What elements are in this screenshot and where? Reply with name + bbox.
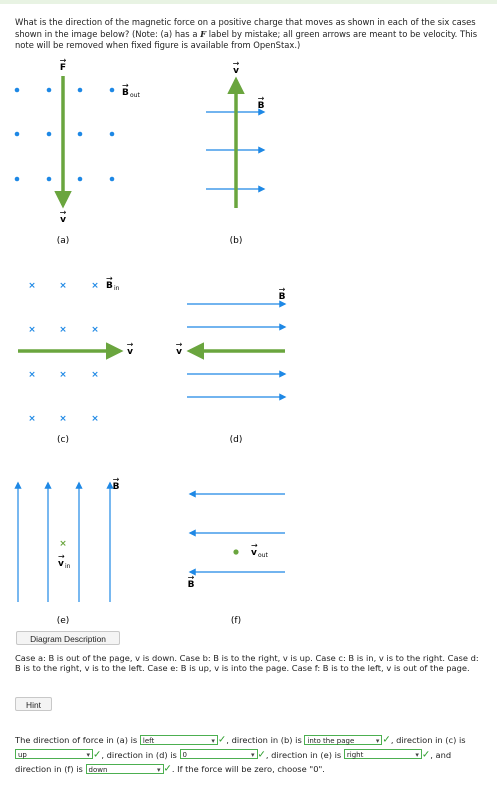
select-force-f[interactable]: down ▾ [86, 764, 164, 774]
svg-text:×: × [59, 281, 67, 291]
chevron-down-icon: ▾ [156, 765, 161, 774]
svg-text:→: → [126, 340, 134, 349]
panel-d [176, 285, 286, 445]
b-label-c: B [106, 281, 113, 291]
panel-b [206, 59, 265, 246]
select-force-a[interactable]: left ▾ [140, 735, 218, 745]
chevron-down-icon: ▾ [251, 751, 255, 759]
svg-text:×: × [28, 370, 36, 380]
velocity-label-a: v [60, 215, 66, 225]
svg-text:×: × [28, 281, 36, 291]
svg-text:×: × [28, 325, 36, 335]
panel-label-b: (b) [229, 236, 243, 246]
velocity-out-dot [233, 549, 238, 554]
chevron-down-icon: ▾ [415, 751, 419, 759]
panel-label-d: (d) [229, 435, 243, 445]
velocity-label-e: v [58, 559, 64, 569]
panel-label-c: (c) [57, 435, 69, 445]
svg-text:→: → [58, 552, 65, 561]
velocity-label-c: v [127, 347, 133, 357]
svg-text:→: → [232, 59, 240, 68]
svg-text:×: × [91, 281, 99, 291]
velocity-label-b: v [233, 66, 239, 76]
panel-e [18, 475, 120, 626]
select-force-d[interactable]: 0 ▾ [180, 749, 258, 759]
force-symbol: F [200, 28, 207, 39]
check-icon: ✓ [257, 749, 266, 760]
svg-text:→: → [106, 274, 113, 283]
svg-text:×: × [59, 370, 67, 380]
b-label-b: B [257, 101, 265, 111]
select-force-e[interactable]: right ▾ [344, 749, 422, 759]
svg-text:×: × [59, 325, 67, 335]
b-label-a: B [122, 88, 129, 98]
b-label-e: B [112, 482, 120, 492]
panel-f [188, 494, 285, 626]
force-label-a: F [59, 63, 67, 73]
panel-a [15, 56, 141, 246]
svg-text:→: → [112, 475, 120, 484]
b-label-d: B [278, 292, 286, 302]
top-bar [0, 0, 497, 4]
svg-text:→: → [122, 81, 129, 90]
svg-text:out: out [130, 92, 140, 99]
check-icon: ✓ [217, 734, 227, 746]
magnetic-force-figure [0, 56, 497, 628]
b-label-f: B [187, 580, 195, 590]
svg-text:in: in [114, 285, 120, 292]
svg-text:×: × [28, 414, 36, 424]
svg-text:→: → [251, 541, 258, 550]
select-force-b[interactable]: into the page ▾ [304, 735, 382, 745]
panel-label-f: (f) [230, 616, 242, 626]
panel-label-a: (a) [56, 236, 70, 246]
check-icon: ✓ [421, 749, 431, 760]
svg-text:out: out [258, 552, 268, 559]
panel-label-e: (e) [56, 616, 70, 626]
answer-area: The direction of force in (a) is left ▾ ✓, direction in (b) is into the page ▾ ✓, direction in (c) is up ▾ ✓, direction in (d) is 0 ▾ ✓, direction in (e) is right ▾ ✓, and direction in (f) is down ▾ ✓. If the force will be zero, choose "0". [15, 734, 466, 775]
check-icon: ✓ [382, 734, 391, 746]
chevron-down-icon: ▾ [86, 751, 90, 759]
hint-button[interactable]: Hint [15, 697, 52, 711]
svg-text:×: × [91, 414, 99, 424]
svg-text:→: → [175, 340, 183, 349]
svg-text:→: → [278, 285, 286, 294]
check-icon: ✓ [163, 763, 172, 775]
svg-text:→: → [187, 573, 195, 582]
chevron-down-icon: ▾ [211, 736, 215, 745]
chevron-down-icon: ▾ [375, 736, 380, 745]
velocity-label-f: v [251, 548, 257, 558]
panel-c [18, 274, 134, 445]
svg-text:×: × [91, 325, 99, 335]
select-force-c[interactable]: up ▾ [15, 749, 93, 759]
diagram-description-button[interactable]: Diagram Description [16, 631, 120, 645]
diagram-description-text: Case a: B is out of the page, v is down. Case b: B is to the right, v is up. Case c: B is in, v is to the right. Case d: B is to the right, v is to the left. Case e: B is up, v is into the page. Case f: B is to the left, v is out of the page. [15, 653, 479, 673]
svg-text:→: → [257, 94, 265, 103]
svg-text:×: × [59, 414, 67, 424]
question-text: What is the direction of the magnetic force on a positive charge that moves as shown in each of the six cases shown in the image below? (Note: (a) has a F label by mistake; all green arrows are meant to be velocity. This note will be removed when fixed figure is available from OpenStax.) [15, 17, 478, 50]
svg-text:×: × [91, 370, 99, 380]
svg-text:→: → [59, 56, 67, 65]
svg-text:→: → [59, 208, 67, 217]
svg-text:in: in [65, 563, 71, 570]
velocity-in-cross: × [59, 539, 67, 549]
velocity-label-d: v [176, 347, 182, 357]
check-icon: ✓ [93, 749, 102, 760]
